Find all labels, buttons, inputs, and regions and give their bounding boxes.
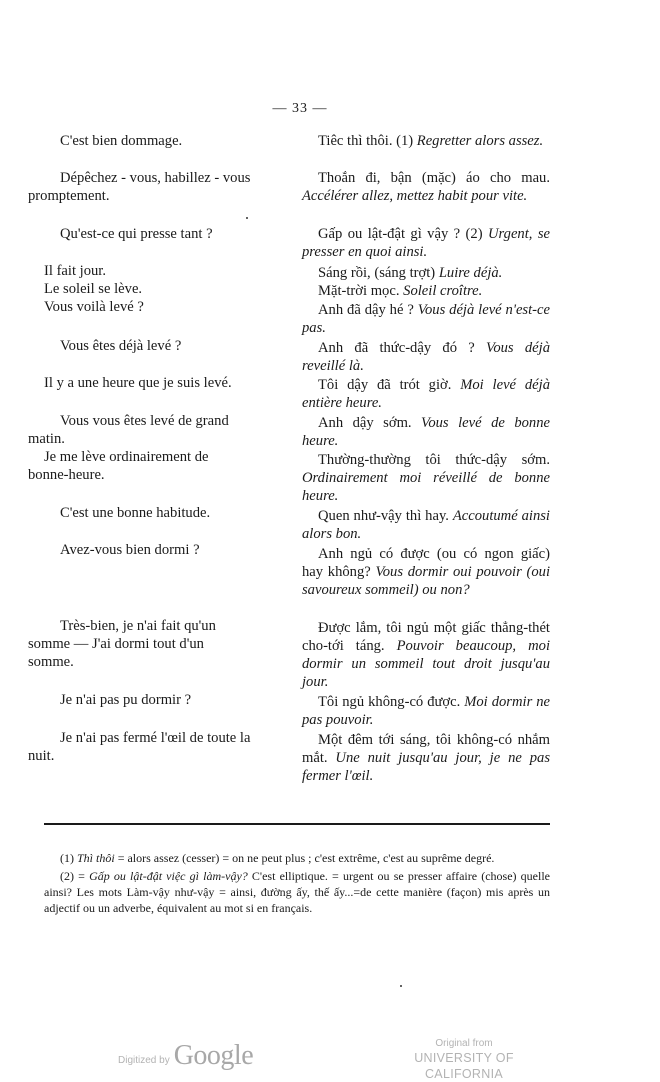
vietnamese-paragraph: Sáng rồi, (sáng trợt) Luire déjà. bbox=[318, 265, 503, 281]
vietnamese-paragraph: Tiêc thì thôi. (1) Regretter alors assez. bbox=[318, 133, 544, 149]
original-from-watermark: Original from UNIVERSITY OF CALIFORNIA bbox=[414, 1038, 514, 1081]
vietnamese-paragraph: Được lắm, tôi ngủ một giấc thẳng-thét cho-tới táng. Pouvoir beaucoup, moi dormir un sommeil tout droit jusqu'au jour. bbox=[302, 620, 550, 690]
vietnamese-paragraph: Anh đã dậy hé ? Vous déjà levé n'est-ce pas. bbox=[302, 302, 550, 336]
french-paragraph: Il fait jour. Le soleil se lève. Vous voilà levé ? bbox=[44, 263, 144, 315]
french-paragraph: C'est une bonne habitude. bbox=[60, 505, 211, 521]
vietnamese-paragraph: Tôi ngủ không-có được. Moi dormir ne pas pouvoir. bbox=[302, 694, 550, 728]
vietnamese-paragraph: Một đêm tới sáng, tôi không-có nhắm mắt. Une nuit jusqu'au jour, je ne pas fermer l'œil. bbox=[302, 732, 550, 784]
french-paragraph: Dépêchez - vous, habillez - vous promptement. bbox=[28, 170, 251, 204]
footnote-separator bbox=[44, 823, 550, 825]
vietnamese-paragraph: Anh ngủ có được (ou có ngon giấc) hay không? Vous dormir oui pouvoir (oui savoureux sommeil) ou non? bbox=[302, 546, 550, 598]
page-number: — 33 — bbox=[272, 101, 328, 116]
footnote-1: (1) Thì thôi = alors assez (cesser) = on ne peut plus ; c'est extrême, c'est au suprême degré. bbox=[60, 851, 495, 865]
french-paragraph: Vous vous êtes levé de grand matin. Je me lève ordinairement de bonne-heure. bbox=[28, 413, 229, 483]
ink-speck bbox=[246, 217, 248, 219]
french-paragraph: Il y a une heure que je suis levé. bbox=[44, 375, 232, 391]
vietnamese-paragraph: Anh đã thức-dậy đó ? Vous déjà reveillé là. bbox=[302, 340, 551, 374]
google-logo: Google bbox=[173, 1040, 254, 1071]
digitized-by-watermark: Digitized by Google bbox=[118, 1040, 254, 1071]
french-paragraph: Très-bien, je n'ai fait qu'un somme — J'ai dormi tout d'un somme. bbox=[28, 618, 216, 670]
ink-speck bbox=[400, 985, 402, 987]
vietnamese-paragraph: Thường-thường tôi thức-dậy sớm. Ordinairement moi réveillé de bonne heure. bbox=[302, 452, 550, 504]
vietnamese-paragraph: Quen như-vậy thì hay. Accoutumé ainsi alors bon. bbox=[302, 508, 550, 542]
french-paragraph: Avez-vous bien dormi ? bbox=[60, 542, 200, 558]
french-paragraph: C'est bien dommage. bbox=[60, 133, 183, 149]
vietnamese-paragraph: Thoắn đi, bận (mặc) áo cho mau. Accélérer allez, mettez habit pour vite. bbox=[302, 170, 550, 204]
footnotes bbox=[44, 850, 550, 918]
vietnamese-paragraph: Anh dậy sớm. Vous levé de bonne heure. bbox=[302, 415, 550, 449]
french-paragraph: Je n'ai pas fermé l'œil de toute la nuit. bbox=[28, 730, 251, 764]
vietnamese-paragraph: Tôi dậy đã trót giờ. Moi levé déjà entière heure. bbox=[302, 377, 550, 411]
vietnamese-paragraph: Mặt-trời mọc. Soleil croître. bbox=[318, 283, 483, 299]
french-paragraph: Je n'ai pas pu dormir ? bbox=[60, 692, 192, 708]
vietnamese-paragraph: Gấp ou lật-đật gì vậy ? (2) Urgent, se presser en quoi ainsi. bbox=[302, 226, 551, 260]
french-paragraph: Vous êtes déjà levé ? bbox=[60, 338, 182, 354]
footnote-2: (2) = Gấp ou lật-đật việc gì làm-vậy? C'est elliptique. = urgent ou se presser affaire (chose) quelle ainsi? Les mots Làm-vậy như-vậy = ainsi, đường ấy, thế ấy...=de cette manière (façon) mis après un adjectif ou un adverbe, équivalent au mot si en français. bbox=[44, 869, 550, 915]
french-paragraph: Qu'est-ce qui presse tant ? bbox=[60, 226, 213, 242]
